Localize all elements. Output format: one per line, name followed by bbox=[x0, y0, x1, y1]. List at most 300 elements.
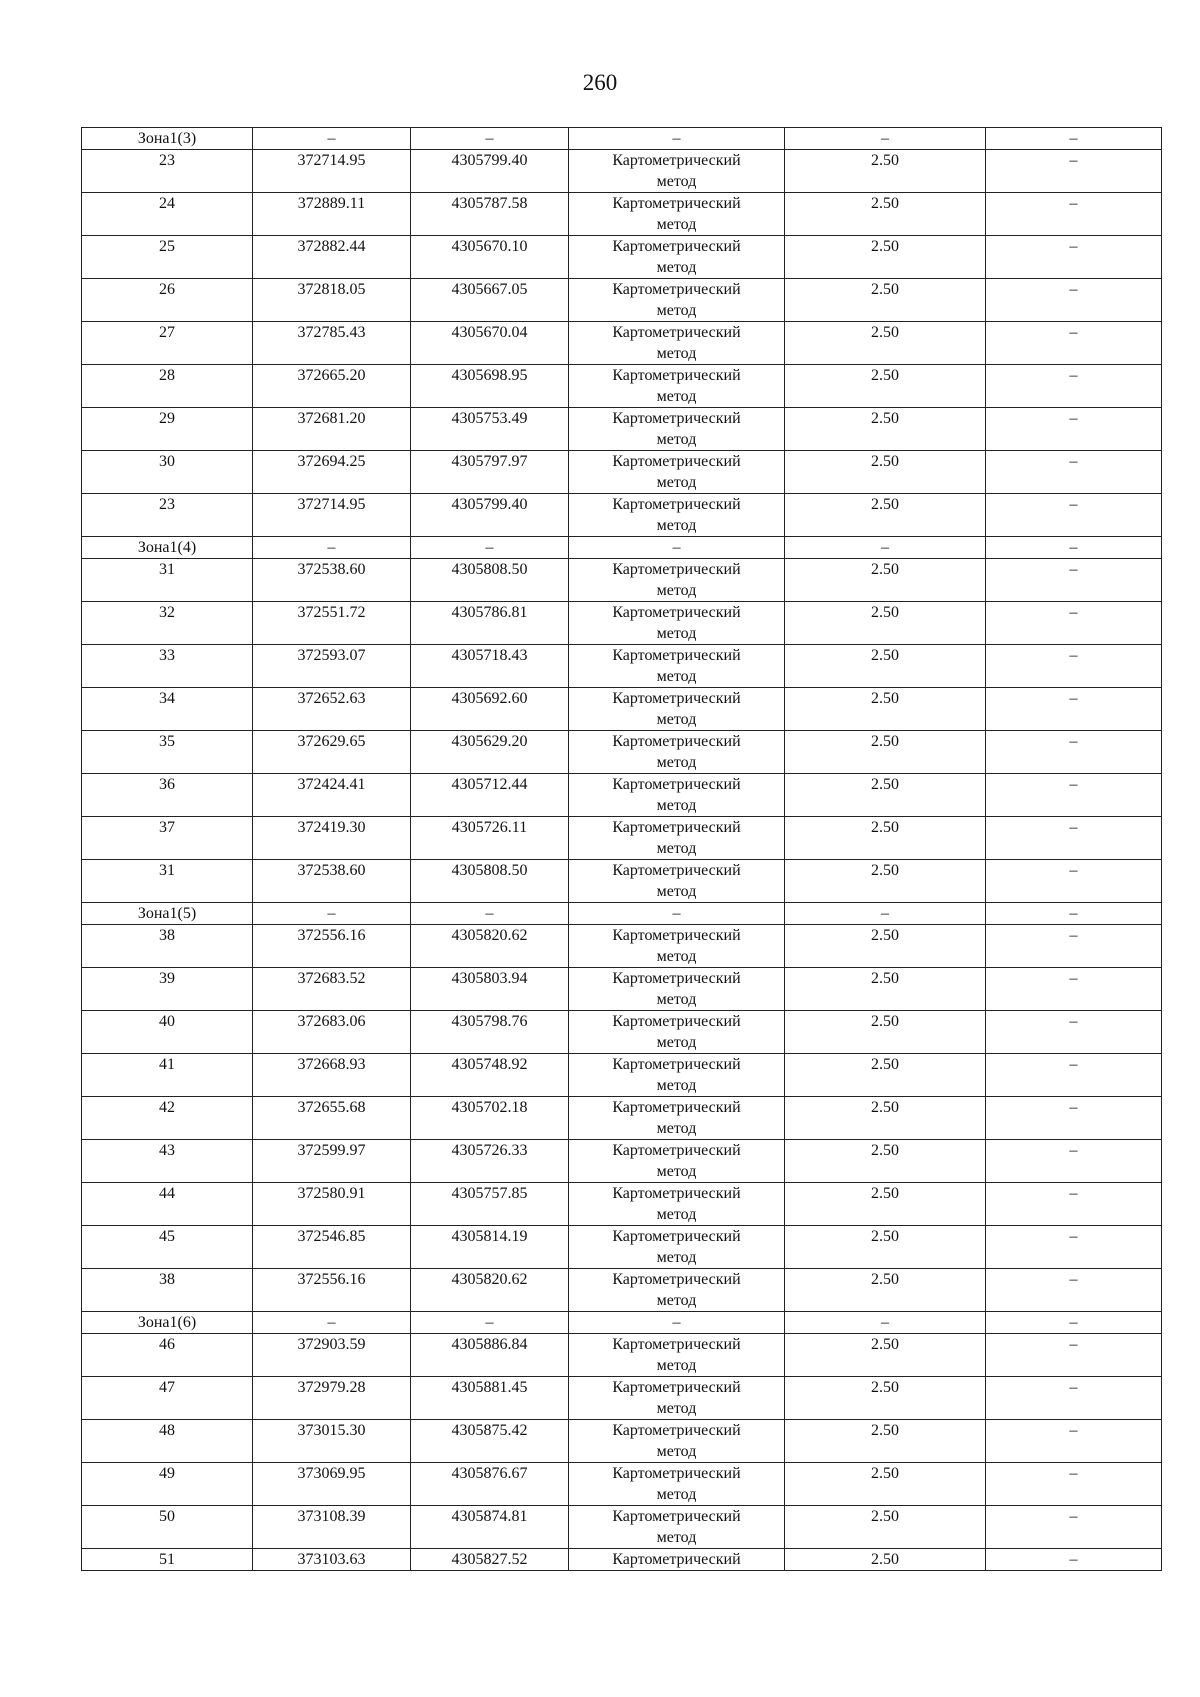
note-cell: – bbox=[986, 128, 1162, 150]
note-cell: – bbox=[986, 731, 1162, 774]
method-cell bbox=[569, 1463, 785, 1506]
method-line-1: Картометрический bbox=[612, 1465, 741, 1482]
method-cell: – bbox=[569, 537, 785, 559]
zone-header-row bbox=[82, 537, 1162, 559]
note-cell: – bbox=[986, 1140, 1162, 1183]
method-line-2: метод bbox=[656, 1529, 697, 1546]
method-line-2: метод bbox=[656, 1400, 697, 1417]
note-cell: – bbox=[986, 365, 1162, 408]
method-line-1: Картометрический bbox=[612, 238, 741, 255]
method-cell bbox=[569, 1269, 785, 1312]
error-cell: 2.50 bbox=[785, 1269, 986, 1312]
note-cell: – bbox=[986, 537, 1162, 559]
method-cell bbox=[569, 1420, 785, 1463]
method-cell bbox=[569, 236, 785, 279]
x-cell: 372424.41 bbox=[253, 774, 411, 817]
error-cell: 2.50 bbox=[785, 860, 986, 903]
method-line-2: метод bbox=[656, 1206, 697, 1223]
point-row bbox=[82, 1420, 1162, 1463]
method-line-1: Картометрический bbox=[612, 927, 741, 944]
method-line-2: метод bbox=[656, 431, 697, 448]
point-number-cell: 45 bbox=[82, 1226, 253, 1269]
method-cell: – bbox=[569, 1312, 785, 1334]
error-cell: 2.50 bbox=[785, 731, 986, 774]
zone-header-row bbox=[82, 128, 1162, 150]
y-cell: – bbox=[411, 1312, 569, 1334]
method-cell bbox=[569, 365, 785, 408]
x-cell: 373108.39 bbox=[253, 1506, 411, 1549]
method-cell bbox=[569, 1183, 785, 1226]
method-cell bbox=[569, 193, 785, 236]
point-number-cell: 33 bbox=[82, 645, 253, 688]
method-cell: – bbox=[569, 128, 785, 150]
note-cell: – bbox=[986, 903, 1162, 925]
coordinates-table bbox=[81, 127, 1162, 1571]
y-cell: 4305827.52 bbox=[411, 1549, 569, 1571]
error-cell: 2.50 bbox=[785, 645, 986, 688]
y-cell: 4305820.62 bbox=[411, 925, 569, 968]
point-number-cell: 50 bbox=[82, 1506, 253, 1549]
x-cell: 373103.63 bbox=[253, 1549, 411, 1571]
point-number-cell: 36 bbox=[82, 774, 253, 817]
y-cell: 4305875.42 bbox=[411, 1420, 569, 1463]
point-number-cell: 23 bbox=[82, 494, 253, 537]
point-row bbox=[82, 1334, 1162, 1377]
note-cell: – bbox=[986, 1269, 1162, 1312]
point-row bbox=[82, 494, 1162, 537]
point-row bbox=[82, 1506, 1162, 1549]
x-cell: 372556.16 bbox=[253, 1269, 411, 1312]
method-line-1: Картометрический bbox=[612, 281, 741, 298]
y-cell: 4305757.85 bbox=[411, 1183, 569, 1226]
error-cell: 2.50 bbox=[785, 236, 986, 279]
method-line-1: Картометрический bbox=[612, 410, 741, 427]
point-number-cell: 40 bbox=[82, 1011, 253, 1054]
note-cell: – bbox=[986, 1226, 1162, 1269]
note-cell: – bbox=[986, 451, 1162, 494]
note-cell: – bbox=[986, 774, 1162, 817]
method-line-1: Картометрический bbox=[612, 1551, 741, 1568]
y-cell: 4305803.94 bbox=[411, 968, 569, 1011]
note-cell: – bbox=[986, 1463, 1162, 1506]
y-cell: 4305726.33 bbox=[411, 1140, 569, 1183]
point-row bbox=[82, 150, 1162, 193]
method-line-2: метод bbox=[656, 1120, 697, 1137]
error-cell: 2.50 bbox=[785, 1054, 986, 1097]
x-cell: 372683.52 bbox=[253, 968, 411, 1011]
x-cell: 372551.72 bbox=[253, 602, 411, 645]
y-cell: 4305886.84 bbox=[411, 1334, 569, 1377]
y-cell: 4305667.05 bbox=[411, 279, 569, 322]
point-number-cell: 34 bbox=[82, 688, 253, 731]
note-cell: – bbox=[986, 1334, 1162, 1377]
x-cell: 373015.30 bbox=[253, 1420, 411, 1463]
x-cell: 372714.95 bbox=[253, 150, 411, 193]
method-line-2: метод bbox=[656, 517, 697, 534]
note-cell: – bbox=[986, 968, 1162, 1011]
point-number-cell: 43 bbox=[82, 1140, 253, 1183]
note-cell: – bbox=[986, 1377, 1162, 1420]
point-row bbox=[82, 968, 1162, 1011]
method-cell bbox=[569, 774, 785, 817]
x-cell: 372419.30 bbox=[253, 817, 411, 860]
point-row bbox=[82, 279, 1162, 322]
method-cell bbox=[569, 322, 785, 365]
note-cell: – bbox=[986, 1183, 1162, 1226]
method-line-2: метод bbox=[656, 302, 697, 319]
point-number-cell: 29 bbox=[82, 408, 253, 451]
error-cell: 2.50 bbox=[785, 279, 986, 322]
page-number: 260 bbox=[582, 70, 618, 95]
error-cell: 2.50 bbox=[785, 1183, 986, 1226]
method-line-2: метод bbox=[656, 388, 697, 405]
point-number-cell: 41 bbox=[82, 1054, 253, 1097]
method-cell bbox=[569, 1054, 785, 1097]
method-line-1: Картометрический bbox=[612, 1422, 741, 1439]
method-cell bbox=[569, 1097, 785, 1140]
error-cell: 2.50 bbox=[785, 1377, 986, 1420]
method-cell bbox=[569, 494, 785, 537]
y-cell: 4305799.40 bbox=[411, 494, 569, 537]
point-row bbox=[82, 688, 1162, 731]
x-cell: – bbox=[253, 903, 411, 925]
method-line-1: Картометрический bbox=[612, 1508, 741, 1525]
method-line-2: метод bbox=[656, 711, 697, 728]
method-cell bbox=[569, 860, 785, 903]
note-cell: – bbox=[986, 925, 1162, 968]
method-line-1: Картометрический bbox=[612, 561, 741, 578]
x-cell: – bbox=[253, 537, 411, 559]
note-cell: – bbox=[986, 817, 1162, 860]
method-cell bbox=[569, 1377, 785, 1420]
point-row bbox=[82, 1549, 1162, 1571]
point-row bbox=[82, 1183, 1162, 1226]
note-cell: – bbox=[986, 1420, 1162, 1463]
method-cell bbox=[569, 968, 785, 1011]
error-cell: 2.50 bbox=[785, 1420, 986, 1463]
method-line-1: Картометрический bbox=[612, 1185, 741, 1202]
point-row bbox=[82, 925, 1162, 968]
x-cell: 372903.59 bbox=[253, 1334, 411, 1377]
point-row bbox=[82, 236, 1162, 279]
x-cell: 372979.28 bbox=[253, 1377, 411, 1420]
method-line-1: Картометрический bbox=[612, 1056, 741, 1073]
method-cell bbox=[569, 602, 785, 645]
error-cell: – bbox=[785, 537, 986, 559]
y-cell: 4305808.50 bbox=[411, 860, 569, 903]
error-cell: 2.50 bbox=[785, 322, 986, 365]
method-line-1: Картометрический bbox=[612, 647, 741, 664]
zone-header-row bbox=[82, 903, 1162, 925]
method-line-2: метод bbox=[656, 259, 697, 276]
point-row bbox=[82, 559, 1162, 602]
point-row bbox=[82, 451, 1162, 494]
point-number-cell: 49 bbox=[82, 1463, 253, 1506]
point-row bbox=[82, 1140, 1162, 1183]
y-cell: 4305712.44 bbox=[411, 774, 569, 817]
point-row bbox=[82, 602, 1162, 645]
error-cell: 2.50 bbox=[785, 451, 986, 494]
method-line-2: метод bbox=[656, 1249, 697, 1266]
method-cell bbox=[569, 1140, 785, 1183]
x-cell: 372785.43 bbox=[253, 322, 411, 365]
error-cell: 2.50 bbox=[785, 1334, 986, 1377]
y-cell: 4305698.95 bbox=[411, 365, 569, 408]
point-number-cell: 38 bbox=[82, 925, 253, 968]
method-line-2: метод bbox=[656, 582, 697, 599]
point-row bbox=[82, 193, 1162, 236]
error-cell: 2.50 bbox=[785, 559, 986, 602]
y-cell: 4305874.81 bbox=[411, 1506, 569, 1549]
method-line-1: Картометрический bbox=[612, 733, 741, 750]
point-row bbox=[82, 1377, 1162, 1420]
error-cell: 2.50 bbox=[785, 925, 986, 968]
y-cell: – bbox=[411, 537, 569, 559]
y-cell: 4305629.20 bbox=[411, 731, 569, 774]
method-line-1: Картометрический bbox=[612, 1379, 741, 1396]
point-number-cell: 47 bbox=[82, 1377, 253, 1420]
zone-label-cell: Зона1(6) bbox=[82, 1312, 253, 1334]
error-cell: 2.50 bbox=[785, 968, 986, 1011]
y-cell: 4305797.97 bbox=[411, 451, 569, 494]
method-cell bbox=[569, 559, 785, 602]
point-row bbox=[82, 731, 1162, 774]
point-number-cell: 46 bbox=[82, 1334, 253, 1377]
note-cell: – bbox=[986, 279, 1162, 322]
x-cell: 372683.06 bbox=[253, 1011, 411, 1054]
method-line-2: метод bbox=[656, 754, 697, 771]
method-line-1: Картометрический bbox=[612, 1271, 741, 1288]
y-cell: – bbox=[411, 128, 569, 150]
x-cell: 372818.05 bbox=[253, 279, 411, 322]
method-line-1: Картометрический bbox=[612, 690, 741, 707]
point-row bbox=[82, 365, 1162, 408]
x-cell: – bbox=[253, 1312, 411, 1334]
method-line-1: Картометрический bbox=[612, 1336, 741, 1353]
method-line-2: метод bbox=[656, 1163, 697, 1180]
x-cell: 372556.16 bbox=[253, 925, 411, 968]
method-line-1: Картометрический bbox=[612, 862, 741, 879]
error-cell: 2.50 bbox=[785, 193, 986, 236]
y-cell: 4305876.67 bbox=[411, 1463, 569, 1506]
method-line-1: Картометрический bbox=[612, 1099, 741, 1116]
method-line-2: метод bbox=[656, 991, 697, 1008]
x-cell: 372546.85 bbox=[253, 1226, 411, 1269]
method-line-1: Картометрический bbox=[612, 367, 741, 384]
x-cell: 372714.95 bbox=[253, 494, 411, 537]
method-line-1: Картометрический bbox=[612, 970, 741, 987]
method-line-1: Картометрический bbox=[612, 819, 741, 836]
x-cell: 372665.20 bbox=[253, 365, 411, 408]
method-line-2: метод bbox=[656, 474, 697, 491]
method-line-2: метод bbox=[656, 216, 697, 233]
method-line-1: Картометрический bbox=[612, 776, 741, 793]
note-cell: – bbox=[986, 408, 1162, 451]
method-line-1: Картометрический bbox=[612, 1228, 741, 1245]
note-cell: – bbox=[986, 494, 1162, 537]
y-cell: 4305808.50 bbox=[411, 559, 569, 602]
point-number-cell: 30 bbox=[82, 451, 253, 494]
point-number-cell: 26 bbox=[82, 279, 253, 322]
note-cell: – bbox=[986, 688, 1162, 731]
method-cell bbox=[569, 688, 785, 731]
x-cell: 372652.63 bbox=[253, 688, 411, 731]
method-line-2: метод bbox=[656, 1077, 697, 1094]
point-number-cell: 38 bbox=[82, 1269, 253, 1312]
point-number-cell: 39 bbox=[82, 968, 253, 1011]
method-cell bbox=[569, 1226, 785, 1269]
point-number-cell: 31 bbox=[82, 559, 253, 602]
point-number-cell: 51 bbox=[82, 1549, 253, 1571]
point-number-cell: 27 bbox=[82, 322, 253, 365]
point-number-cell: 24 bbox=[82, 193, 253, 236]
error-cell: 2.50 bbox=[785, 1011, 986, 1054]
method-cell bbox=[569, 408, 785, 451]
y-cell: 4305718.43 bbox=[411, 645, 569, 688]
method-line-1: Картометрический bbox=[612, 324, 741, 341]
method-cell bbox=[569, 279, 785, 322]
error-cell: 2.50 bbox=[785, 494, 986, 537]
method-line-2: метод bbox=[656, 948, 697, 965]
y-cell: 4305726.11 bbox=[411, 817, 569, 860]
error-cell: 2.50 bbox=[785, 1140, 986, 1183]
method-line-2: метод bbox=[656, 173, 697, 190]
method-cell bbox=[569, 731, 785, 774]
method-line-2: метод bbox=[656, 797, 697, 814]
point-row bbox=[82, 1269, 1162, 1312]
x-cell: – bbox=[253, 128, 411, 150]
y-cell: 4305702.18 bbox=[411, 1097, 569, 1140]
point-row bbox=[82, 817, 1162, 860]
note-cell: – bbox=[986, 1097, 1162, 1140]
x-cell: 372668.93 bbox=[253, 1054, 411, 1097]
y-cell: 4305670.10 bbox=[411, 236, 569, 279]
error-cell: 2.50 bbox=[785, 365, 986, 408]
method-line-2: метод bbox=[656, 668, 697, 685]
note-cell: – bbox=[986, 559, 1162, 602]
point-number-cell: 37 bbox=[82, 817, 253, 860]
error-cell: 2.50 bbox=[785, 1506, 986, 1549]
note-cell: – bbox=[986, 860, 1162, 903]
method-line-1: Картометрический bbox=[612, 453, 741, 470]
point-row bbox=[82, 408, 1162, 451]
error-cell: 2.50 bbox=[785, 1226, 986, 1269]
method-cell bbox=[569, 451, 785, 494]
error-cell: – bbox=[785, 128, 986, 150]
method-cell bbox=[569, 1549, 785, 1571]
zone-label-cell: Зона1(5) bbox=[82, 903, 253, 925]
y-cell: 4305798.76 bbox=[411, 1011, 569, 1054]
point-row bbox=[82, 645, 1162, 688]
note-cell: – bbox=[986, 1312, 1162, 1334]
x-cell: 372593.07 bbox=[253, 645, 411, 688]
x-cell: 372599.97 bbox=[253, 1140, 411, 1183]
point-row bbox=[82, 1097, 1162, 1140]
point-number-cell: 23 bbox=[82, 150, 253, 193]
point-number-cell: 28 bbox=[82, 365, 253, 408]
error-cell: 2.50 bbox=[785, 817, 986, 860]
method-line-2: метод bbox=[656, 1292, 697, 1309]
x-cell: 372681.20 bbox=[253, 408, 411, 451]
zone-label-cell: Зона1(4) bbox=[82, 537, 253, 559]
error-cell: 2.50 bbox=[785, 408, 986, 451]
y-cell: 4305820.62 bbox=[411, 1269, 569, 1312]
point-row bbox=[82, 1463, 1162, 1506]
note-cell: – bbox=[986, 322, 1162, 365]
method-line-2: метод bbox=[656, 625, 697, 642]
method-cell bbox=[569, 150, 785, 193]
y-cell: 4305787.58 bbox=[411, 193, 569, 236]
method-line-2: метод bbox=[656, 1357, 697, 1374]
error-cell: 2.50 bbox=[785, 774, 986, 817]
zone-header-row bbox=[82, 1312, 1162, 1334]
method-cell bbox=[569, 925, 785, 968]
method-line-2: метод bbox=[656, 1486, 697, 1503]
method-line-1: Картометрический bbox=[612, 195, 741, 212]
method-line-1: Картометрический bbox=[612, 604, 741, 621]
point-number-cell: 44 bbox=[82, 1183, 253, 1226]
x-cell: 372655.68 bbox=[253, 1097, 411, 1140]
method-cell bbox=[569, 1334, 785, 1377]
note-cell: – bbox=[986, 645, 1162, 688]
coordinates-table-body bbox=[82, 128, 1162, 1571]
point-row bbox=[82, 1226, 1162, 1269]
zone-label-cell: Зона1(3) bbox=[82, 128, 253, 150]
error-cell: 2.50 bbox=[785, 688, 986, 731]
method-cell bbox=[569, 817, 785, 860]
method-cell bbox=[569, 645, 785, 688]
error-cell: – bbox=[785, 903, 986, 925]
method-line-2: метод bbox=[656, 883, 697, 900]
note-cell: – bbox=[986, 1011, 1162, 1054]
point-row bbox=[82, 774, 1162, 817]
error-cell: 2.50 bbox=[785, 1097, 986, 1140]
point-number-cell: 32 bbox=[82, 602, 253, 645]
y-cell: – bbox=[411, 903, 569, 925]
y-cell: 4305670.04 bbox=[411, 322, 569, 365]
point-number-cell: 48 bbox=[82, 1420, 253, 1463]
method-cell bbox=[569, 1506, 785, 1549]
note-cell: – bbox=[986, 1506, 1162, 1549]
method-line-2: метод bbox=[656, 840, 697, 857]
error-cell: 2.50 bbox=[785, 150, 986, 193]
y-cell: 4305799.40 bbox=[411, 150, 569, 193]
point-number-cell: 25 bbox=[82, 236, 253, 279]
method-cell bbox=[569, 1011, 785, 1054]
y-cell: 4305748.92 bbox=[411, 1054, 569, 1097]
x-cell: 372882.44 bbox=[253, 236, 411, 279]
method-line-1: Картометрический bbox=[612, 152, 741, 169]
note-cell: – bbox=[986, 193, 1162, 236]
error-cell: 2.50 bbox=[785, 1549, 986, 1571]
point-row bbox=[82, 322, 1162, 365]
error-cell: – bbox=[785, 1312, 986, 1334]
y-cell: 4305786.81 bbox=[411, 602, 569, 645]
point-number-cell: 42 bbox=[82, 1097, 253, 1140]
method-line-2: метод bbox=[656, 345, 697, 362]
note-cell: – bbox=[986, 602, 1162, 645]
method-cell: – bbox=[569, 903, 785, 925]
x-cell: 373069.95 bbox=[253, 1463, 411, 1506]
error-cell: 2.50 bbox=[785, 602, 986, 645]
x-cell: 372580.91 bbox=[253, 1183, 411, 1226]
method-line-2: метод bbox=[656, 1034, 697, 1051]
x-cell: 372538.60 bbox=[253, 559, 411, 602]
method-line-1: Картометрический bbox=[612, 496, 741, 513]
point-row bbox=[82, 860, 1162, 903]
x-cell: 372694.25 bbox=[253, 451, 411, 494]
note-cell: – bbox=[986, 236, 1162, 279]
